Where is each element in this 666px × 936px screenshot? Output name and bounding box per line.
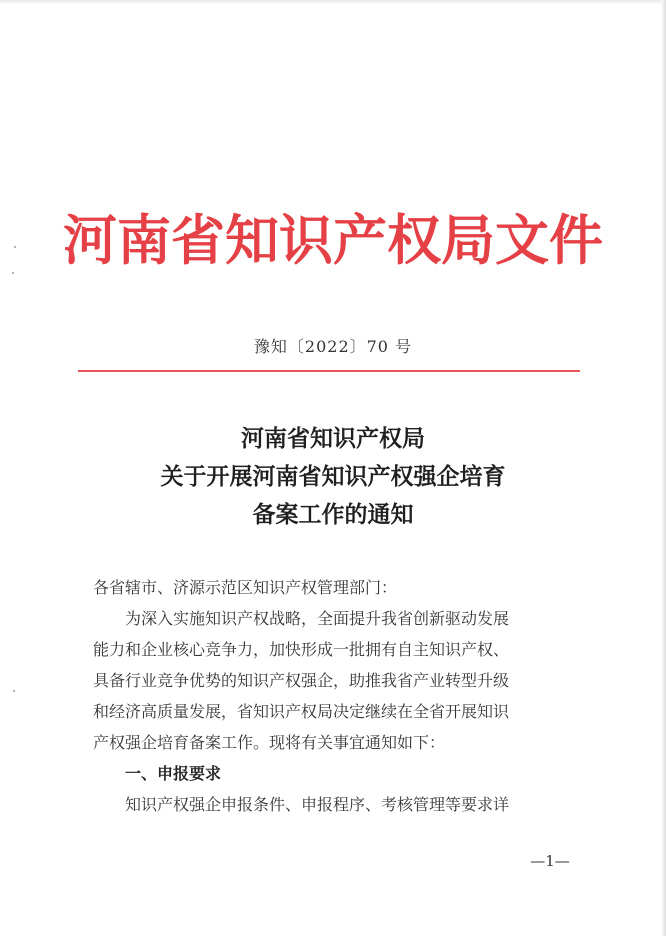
scan-edge-top: [0, 0, 666, 4]
notice-title-line-3: 备案工作的通知: [252, 501, 414, 528]
paragraph-line: 能力和企业核心竞争力，加快形成一批拥有自主知识产权、: [93, 640, 510, 659]
document-number: 豫知〔2022〕70 号: [253, 337, 413, 356]
notice-body: [93, 572, 583, 820]
notice-title-line-1: 河南省知识产权局: [241, 425, 425, 452]
paragraph-line: 具备行业竞争优势的知识产权强企，助推我省产业转型升级: [93, 671, 510, 690]
notice-title: [60, 420, 606, 534]
section-first-line: 知识产权强企申报条件、申报程序、考核管理等要求详: [125, 795, 510, 814]
document-header-title: 河南省知识产权局文件: [63, 209, 603, 272]
scan-speck: [13, 690, 15, 692]
paragraph-line: 为深入实施知识产权战略，全面提升我省创新驱动发展: [125, 609, 510, 628]
notice-title-line-2: 关于开展河南省知识产权强企培育: [160, 463, 506, 490]
scan-edge-right: [661, 0, 666, 936]
paragraph-line: 产权强企培育备案工作。现将有关事宜通知如下：: [93, 733, 446, 752]
scan-speck: [12, 272, 14, 274]
page-number: —1—: [530, 852, 570, 870]
paragraph-line: 和经济高质量发展，省知识产权局决定继续在全省开展知识: [93, 702, 510, 721]
scan-speck: [14, 246, 16, 248]
section-heading: 一、申报要求: [125, 764, 222, 783]
red-divider-line: [78, 370, 580, 372]
salutation: 各省辖市、济源示范区知识产权管理部门：: [93, 578, 398, 597]
